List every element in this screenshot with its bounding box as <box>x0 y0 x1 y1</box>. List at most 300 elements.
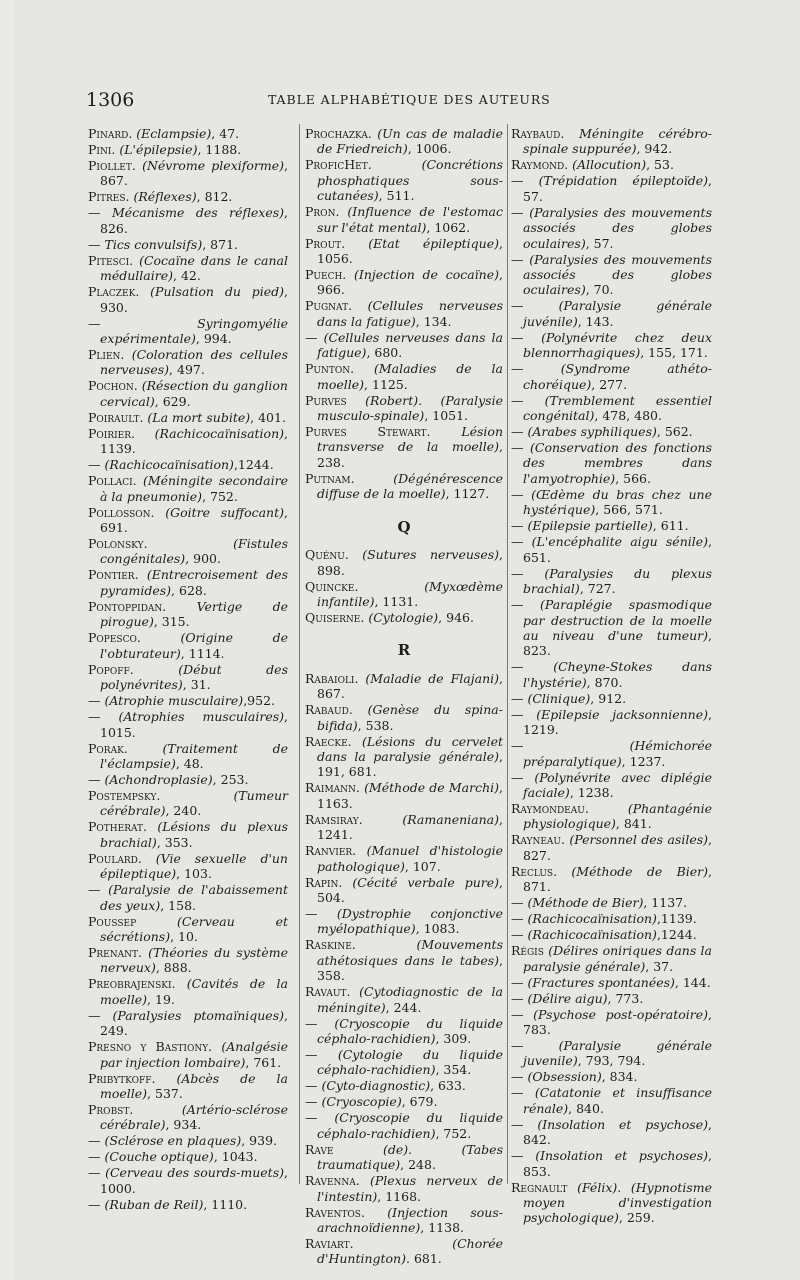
work-title: (Sclérose en plaques) <box>104 1133 242 1149</box>
index-entry <box>511 157 712 172</box>
index-entry <box>511 566 712 597</box>
index-entry <box>305 1173 503 1204</box>
page-reference: , 966. <box>317 267 503 298</box>
work-title: (Cavités de la moelle) <box>100 976 288 1007</box>
index-entry <box>511 534 712 565</box>
work-title: (Concrétions phosphatiques sous-cutanées) <box>317 157 503 204</box>
page-reference: , 511. <box>378 188 415 204</box>
running-title: TABLE ALPHABÉTIQUE DES AUTEURS <box>268 92 551 107</box>
work-title: (Origine de l'obturateur) <box>100 630 288 661</box>
work-title: (Un cas de maladie de Friedreich) <box>317 126 503 157</box>
page-reference: , 823. <box>523 627 712 659</box>
author-name: — <box>511 1085 524 1101</box>
section-letter: R <box>397 641 411 660</box>
page-reference: , 53. <box>646 157 674 173</box>
work-title: (Rachicocaïnisation) <box>527 927 657 943</box>
page-reference: , 1056. <box>317 235 503 267</box>
index-entry <box>88 851 288 882</box>
author-name: — <box>511 990 524 1006</box>
page-reference: , 1062. <box>426 219 471 235</box>
page-reference: , 1188. <box>197 142 242 157</box>
work-title: (Coloration des cellules nerveuses) <box>100 347 288 378</box>
work-title: (Cellules nerveuses dans la fatigue) <box>317 298 503 329</box>
work-title: (Cytologie du liquide céphalo-rachidien) <box>317 1047 503 1078</box>
index-entry <box>305 610 503 625</box>
work-title: (L'encéphalite aigu sénile) <box>531 534 709 550</box>
index-entry <box>511 659 712 690</box>
index-entry <box>88 1133 288 1148</box>
index-entry <box>88 253 288 284</box>
page-reference: , 309. <box>435 1031 472 1046</box>
page-reference: , 1138. <box>420 1220 465 1236</box>
author-name: Pontier. <box>88 567 139 583</box>
index-entry <box>511 943 712 974</box>
index-entry <box>511 597 712 659</box>
index-entry <box>305 984 503 1015</box>
author-name: Porak. <box>88 740 128 756</box>
author-name: Raviart. <box>305 1236 354 1252</box>
page-reference: , 898. <box>317 547 503 578</box>
index-entry <box>511 330 712 361</box>
index-entry <box>88 378 288 409</box>
page-reference: , 628. <box>171 582 207 598</box>
work-title: (Polynévrite avec diplégie faciale) <box>523 769 712 800</box>
work-title: (de). (Tabes traumatique) <box>317 1141 503 1173</box>
page-reference: , 1238. <box>569 784 614 800</box>
author-name: Quincke. <box>305 578 359 594</box>
page-reference: ,1244. <box>233 457 274 473</box>
page-reference: , 1219. <box>523 706 712 738</box>
work-title: (Dystrophie conjonctive myélopathique) <box>317 905 503 937</box>
page-reference: , 946. <box>438 609 474 625</box>
index-entry <box>305 812 503 843</box>
author-name: Pollosson. <box>88 504 155 520</box>
page-reference: , 48. <box>175 755 204 771</box>
author-name: Puech. <box>305 267 347 283</box>
work-title: Syringomyélie expérimentale) <box>100 315 288 347</box>
work-title: Mécanisme des réflexes) <box>112 205 285 221</box>
page-reference: , 773. <box>607 990 644 1006</box>
work-title: (Personnel des asiles) <box>569 832 709 848</box>
page-reference: , 942. <box>636 141 673 157</box>
work-title: (L'épilepsie) <box>119 142 198 157</box>
page-reference: , 912. <box>590 690 627 706</box>
index-entry <box>88 1197 288 1212</box>
index-entry <box>511 738 712 769</box>
index-entry <box>305 843 503 874</box>
work-title: (Lésions du plexus brachial) <box>100 819 288 850</box>
work-title: (Sutures nerveuses) <box>362 547 500 563</box>
work-title: (Goitre suffocant) <box>165 504 284 520</box>
author-name: Pron. <box>305 204 340 220</box>
work-title: (Injection de cocaïne) <box>354 267 500 283</box>
author-name: Polonsky. <box>88 536 148 552</box>
work-title: (Eclampsie) <box>136 126 212 141</box>
page-reference: , 158. <box>160 897 197 913</box>
page-reference: , 57. <box>585 235 614 251</box>
work-title: (Epilepsie partielle) <box>527 518 653 534</box>
page-reference: , 42. <box>173 268 201 284</box>
work-title: (Paralysies du plexus brachial) <box>523 565 712 597</box>
index-entry <box>305 204 503 235</box>
work-title: (Ruban de Reil) <box>104 1196 204 1212</box>
column-rule <box>299 124 300 1184</box>
page-reference: , 727. <box>579 581 616 597</box>
author-name: — <box>511 204 524 220</box>
author-name: — <box>305 1094 318 1110</box>
work-title: (Atrophie musculaire) <box>104 693 244 709</box>
author-name: Purves Stewart. <box>305 424 431 440</box>
index-entry <box>511 911 712 926</box>
index-entry <box>305 298 503 329</box>
page-reference: , 651. <box>523 534 712 565</box>
index-entry <box>305 236 503 267</box>
work-title: (Influence de l'estomac sur l'état mental) <box>317 204 503 235</box>
section-letter: Q <box>397 517 411 536</box>
author-name: Raimann. <box>305 780 360 796</box>
index-entry <box>511 205 712 251</box>
author-name: — <box>511 518 524 534</box>
index-entry <box>305 875 503 906</box>
page-reference: . 681. <box>406 1251 442 1267</box>
index-entry <box>511 1038 712 1069</box>
author-name: — <box>88 1196 101 1212</box>
work-title: (Plexus nerveux de l'intestin) <box>317 1173 503 1204</box>
author-name: — <box>511 1006 524 1022</box>
index-entry <box>88 788 288 819</box>
page-reference: , 939. <box>241 1133 278 1149</box>
page-reference: , 841. <box>615 816 652 832</box>
author-name: Punton. <box>305 361 355 377</box>
author-name: Popoff. <box>88 661 134 677</box>
author-name: Ramsiray. <box>305 811 363 827</box>
index-entry <box>305 906 503 937</box>
index-entry <box>511 707 712 738</box>
page-reference: , 401. <box>250 409 286 425</box>
work-title: (Etat épileptique) <box>368 235 499 251</box>
page-reference: , 691. <box>100 504 288 536</box>
work-title: (Paralysie générale juvénile) <box>523 298 712 329</box>
index-entry <box>511 298 712 329</box>
author-name: Raventos. <box>305 1204 365 1220</box>
page-reference: , 1139. <box>100 425 288 457</box>
page-reference: , 680. <box>366 345 403 361</box>
index-entry <box>511 126 712 157</box>
work-title: (Rachicocaïnisation) <box>527 911 657 927</box>
author-name: Pitesci. <box>88 252 134 268</box>
author-name: Pollaci. <box>88 473 137 489</box>
author-name: — <box>511 895 524 911</box>
author-name: Placzek. <box>88 284 140 300</box>
page-reference: , 537. <box>147 1085 183 1101</box>
author-name: Prenant. <box>88 944 142 960</box>
work-title: (Pulsation du pied) <box>150 284 285 300</box>
author-name: Pontoppidan. <box>88 598 167 614</box>
author-name: — <box>511 1148 524 1164</box>
author-name: Rabaioli. <box>305 670 359 686</box>
work-title: (Cellules nerveuses dans la fatigue) <box>317 329 503 361</box>
work-title: (Cheyne-Stokes dans l'hystérie) <box>523 659 712 690</box>
index-entry <box>305 361 503 392</box>
author-name: — <box>88 1007 101 1023</box>
index-entry <box>88 1165 288 1196</box>
author-name: — <box>511 769 524 785</box>
index-entry <box>88 709 288 740</box>
index-entry <box>305 1016 503 1047</box>
author-name: Pini. <box>88 142 116 157</box>
work-title: Méningite cérébro-spinale suppurée) <box>523 126 712 157</box>
page-reference: , 1110. <box>203 1196 248 1212</box>
author-name: Poirier. <box>88 425 135 441</box>
author-name: — <box>88 709 101 725</box>
work-title: (Délires oniriques dans la paralysie générale) <box>523 943 712 974</box>
index-entry <box>305 157 503 203</box>
index-entry <box>88 1149 288 1164</box>
author-name: — <box>88 771 101 787</box>
author-name: Potherat. <box>88 819 147 835</box>
work-title: (Paralysie de l'abaissement des yeux) <box>100 882 288 913</box>
index-entry <box>511 1117 712 1148</box>
work-title: (Paralysies ptomaïniques) <box>112 1007 284 1023</box>
index-entry <box>88 662 288 693</box>
index-entry <box>305 126 503 157</box>
work-title: (Vie sexuelle d'un épileptique) <box>100 850 288 882</box>
page-reference: , 930. <box>100 284 288 315</box>
work-title: (Atrophies musculaires) <box>118 709 285 725</box>
page-reference: , 1125. <box>364 376 408 392</box>
index-entry <box>305 671 503 702</box>
work-title: (Achondroplasie) <box>104 771 213 787</box>
index-entry <box>88 205 288 236</box>
page-reference: , 134. <box>415 313 452 329</box>
index-entry <box>88 819 288 850</box>
work-title: (Lésions du cervelet dans la paralysie générale) <box>317 733 503 764</box>
index-entry <box>511 975 712 990</box>
index-entry <box>305 780 503 811</box>
index-entry <box>511 801 712 832</box>
work-title: (Conservation des fonctions des membres dans l'amyotrophie) <box>523 440 712 486</box>
index-entry <box>511 770 712 801</box>
index-entry <box>88 426 288 457</box>
work-title: (Félix). (Hypnotisme moyen d'investigation psychologique) <box>523 1179 712 1226</box>
page-reference: , 562. <box>656 424 693 440</box>
index-column-3 <box>511 126 712 1226</box>
page-reference: , 827. <box>523 832 712 863</box>
index-entry <box>511 440 712 486</box>
work-title: (Injection sous-arachnoïdienne) <box>317 1204 503 1236</box>
index-entry <box>511 991 712 1006</box>
index-entry <box>88 126 288 141</box>
work-title: (Tumeur cérébrale) <box>100 787 288 819</box>
author-name: — <box>305 1015 318 1031</box>
index-entry <box>511 1085 712 1116</box>
work-title: (Polynévrite chez deux blennorrhagiques) <box>523 329 712 361</box>
page-reference: , 752. <box>435 1125 472 1141</box>
work-title: (Méthode de Bier) <box>571 863 709 879</box>
author-name: — <box>88 1165 101 1181</box>
work-title: (Cryoscopie du liquide céphalo-rachidien) <box>317 1015 503 1046</box>
index-entry <box>88 347 288 378</box>
author-name: — <box>511 534 524 550</box>
author-name: — <box>511 392 524 408</box>
index-entry <box>511 927 712 942</box>
index-entry <box>511 393 712 424</box>
page-reference: , 191, 681. <box>317 748 503 780</box>
work-title: (Paralysie générale juvenile) <box>523 1037 712 1069</box>
page-reference: , 566. <box>615 470 651 486</box>
work-title: (Trépidation épileptoïde) <box>538 173 709 189</box>
index-entry <box>88 1008 288 1039</box>
work-title: (Maladie de Flajani) <box>365 670 500 686</box>
work-title: (Œdème du bras chez une hystérique) <box>523 486 712 518</box>
index-entry <box>88 630 288 661</box>
page-reference: , 870. <box>586 674 623 690</box>
author-name: — <box>88 1149 101 1165</box>
page-reference: , 871. <box>523 863 712 895</box>
author-name: Popesco. <box>88 630 141 646</box>
page-reference: , 240. <box>165 803 202 819</box>
page-reference: , 143. <box>577 313 614 329</box>
work-title: (Névrome plexiforme) <box>142 158 285 173</box>
page-reference: , 840. <box>568 1100 604 1116</box>
page-reference: , 144. <box>674 974 711 990</box>
work-title: (Méthode de Marchi) <box>364 780 499 796</box>
work-title: (Résection du ganglion cervical) <box>100 378 288 409</box>
page-reference: , 1168. <box>377 1188 422 1204</box>
author-name: Pugnat. <box>305 298 353 314</box>
page-reference: , 277. <box>591 376 628 392</box>
index-column-1 <box>88 126 288 1213</box>
index-entry <box>88 882 288 913</box>
work-title: (Rachicocaïnisation) <box>154 425 285 441</box>
page-reference: , 497. <box>169 362 205 378</box>
index-entry <box>305 1094 503 1109</box>
index-entry <box>88 1071 288 1102</box>
work-title: (Paraplégie spasmodique par destruction de la moelle au niveau d'une tumeur) <box>523 597 712 643</box>
author-name: Piollet. <box>88 158 136 173</box>
page-reference: , 888. <box>155 960 192 976</box>
column-rule <box>507 124 508 1184</box>
author-name: Prochazka. <box>305 126 372 141</box>
index-column-2 <box>305 126 503 1267</box>
work-title: (Robert). (Paralysie musculo-spinale) <box>317 392 503 424</box>
page-reference: , 900. <box>185 551 221 567</box>
work-title: (Genèse du spina-bifida) <box>317 702 503 733</box>
author-name: Ravenna. <box>305 1173 360 1189</box>
page-reference: , 752. <box>202 488 238 504</box>
index-entry <box>88 142 288 157</box>
index-entry <box>88 189 288 204</box>
author-name: — <box>511 690 524 706</box>
work-title: (Epilepsie jacksonnienne) <box>536 706 709 722</box>
page-reference: , 47. <box>211 126 240 141</box>
author-name: — <box>511 424 524 440</box>
page-reference: , 934. <box>165 1117 202 1133</box>
index-entry <box>305 702 503 733</box>
work-title: (Méningite secondaire à la pneumonie) <box>100 473 288 504</box>
page-reference: , 812. <box>196 189 233 205</box>
index-entry <box>305 1047 503 1078</box>
page-reference: , 994. <box>195 331 232 347</box>
author-name: Rabaud. <box>305 702 353 718</box>
author-name: Raymondeau. <box>511 800 589 816</box>
author-name: Preobrajenski. <box>88 976 176 992</box>
index-entry <box>88 945 288 976</box>
author-name: — <box>511 440 524 456</box>
author-name: Régis <box>511 943 544 959</box>
author-name: — <box>88 693 101 709</box>
index-entry <box>305 330 503 361</box>
work-title: (Réflexes) <box>133 189 197 205</box>
author-name: Ravaut. <box>305 984 351 1000</box>
work-title: (Manuel d'histologie pathologique) <box>317 843 503 874</box>
index-entry <box>511 518 712 533</box>
work-title: (Psychose post-opératoire) <box>533 1006 708 1022</box>
author-name: — <box>511 298 524 314</box>
page-reference: , 611. <box>652 518 689 534</box>
index-entry <box>511 1007 712 1038</box>
work-title: (Entrecroisement des pyramides) <box>100 567 288 598</box>
page-reference: , 155, 171. <box>640 345 708 361</box>
index-entry <box>305 734 503 780</box>
work-title: (Syndrome athéto-choréique) <box>523 361 712 392</box>
author-name: Raybaud. <box>511 126 565 141</box>
work-title: (Cerveau des sourds-muets) <box>105 1165 284 1181</box>
index-entry <box>88 772 288 787</box>
work-title: (Mouvements athétosiques dans le tabes) <box>317 937 503 968</box>
author-name: — <box>305 1078 318 1094</box>
page-reference: , 353. <box>156 834 193 850</box>
page-reference: , 871. <box>202 236 239 252</box>
author-name: — <box>511 1116 524 1132</box>
author-name: — <box>305 329 318 345</box>
page-number: 1306 <box>86 89 135 111</box>
index-entry <box>305 393 503 424</box>
page-reference: , 70. <box>585 282 614 298</box>
author-name: — <box>511 486 524 502</box>
work-title: (Cytodiagnostic de la méningite) <box>317 984 503 1015</box>
author-name: — <box>88 205 101 221</box>
author-name: Postempsky. <box>88 787 161 803</box>
page-reference: , 57. <box>523 173 712 204</box>
index-entry <box>88 536 288 567</box>
author-name: Regnault <box>511 1179 568 1195</box>
work-title: (Délire aigu) <box>527 990 608 1006</box>
page-reference: , 1051. <box>424 408 469 424</box>
work-title: (Paralysies des mouvements associés des globes oculaires) <box>523 251 712 298</box>
author-name: — <box>511 659 524 675</box>
work-title: Tics convulsifs) <box>104 236 203 252</box>
page-reference: , 249. <box>100 1007 288 1039</box>
work-title: (Cytologie) <box>368 609 439 625</box>
index-entry <box>511 424 712 439</box>
index-entry <box>305 1078 503 1093</box>
author-name: — <box>305 905 318 921</box>
index-entry <box>305 424 503 470</box>
work-title: (Méthode de Bier) <box>527 895 644 911</box>
index-entry <box>88 284 288 315</box>
index-entry <box>511 832 712 863</box>
page-reference: , 1000. <box>100 1165 288 1196</box>
index-entry <box>88 316 288 347</box>
page-reference: ,1244. <box>656 927 697 943</box>
author-name: Quiserne. <box>305 609 365 625</box>
author-name: Quénu. <box>305 547 349 563</box>
index-entry <box>305 1236 503 1267</box>
author-name: — <box>305 1047 318 1062</box>
author-name: — <box>511 329 524 345</box>
page-reference: , 1083. <box>415 921 460 937</box>
